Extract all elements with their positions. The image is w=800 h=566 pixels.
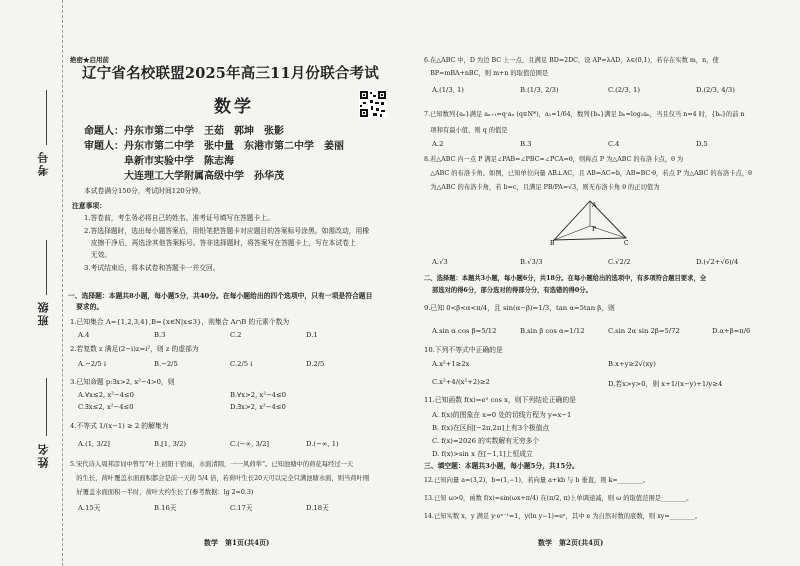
q5-option: D.18天	[306, 504, 329, 512]
q8-option: B.√3/3	[520, 258, 543, 266]
setter-line: 命题人：丹东市第二中学 王茹 郭坤 张影	[84, 126, 284, 137]
question-6-line: 6.在△ABC 中，D 为边 BC 上一点，且满足 BD=2DC，设 AP=λAD，λ∈(0,1)，若存在实数 m，n，使	[424, 57, 719, 64]
q8-option: C.√2/2	[608, 258, 631, 266]
question-11: 11.已知函数 f(x)=eˣ cos x，则下列结论正确的是	[424, 396, 576, 404]
notice-item: 2.答选择题时，选出每小题答案后，用铅笔把答题卡对应题目的答案标号涂黑。如需改动，用橡	[84, 227, 370, 235]
question-1: 1.已知集合 A={1,2,3,4},B={x∈N|x≤3}，则集合 A∩B 的元素个数为	[70, 318, 290, 326]
q6-option: D.(2/3, 4/3)	[696, 86, 735, 94]
q4-option: C.(−∞, 3/2]	[230, 440, 270, 448]
question-13: 13.已知 ω>0，函数 f(x)=sin(ωx+π/4) 在(π/2, π)上单调递减，则 ω 的取值范围是________。	[424, 495, 693, 502]
q3-option: D.∃x>2, x²−4≤0	[230, 403, 286, 411]
q7-option: A.2	[432, 140, 444, 148]
question-7-line: 项和有最小值，则 q 的值是	[424, 127, 508, 134]
qr-code-icon	[359, 90, 387, 118]
section-2-heading-2: 部选对的得6分，部分选对的得部分分，有选错的得0分。	[432, 287, 592, 294]
q7-option: D.5	[696, 140, 708, 148]
q11-option: D. f(x)>sin x 在[−1,1]上恒成立	[432, 450, 533, 458]
q11-option: C. f(x)=2026 的实数解有无穷多个	[432, 437, 540, 445]
exam-title: 辽宁省名校联盟2025年高三11月份联合考试	[82, 65, 379, 82]
q4-option: A.(1, 3/2]	[78, 440, 110, 448]
exam-intro: 本试卷满分150分，考试时间120分钟。	[84, 187, 206, 195]
q6-option: A.(1/3, 1)	[432, 86, 464, 94]
student-info-sidebar	[0, 0, 63, 566]
q8-option: A.√3	[432, 258, 448, 266]
vertex-b-label: B	[550, 240, 555, 246]
exam-number-line	[46, 90, 47, 145]
question-8-line: 为△ABC 的布洛卡角，若 b=c，且满足 PB/PA=√3，则无布洛卡角 θ 的正切值为	[424, 184, 660, 191]
question-2: 2.若复数 z 满足(2−i)z=i²，则 z 的虚部为	[70, 345, 199, 353]
q9-option: B.sin β cos α=1/12	[520, 327, 585, 335]
secret-mark: 绝密★启用前	[70, 56, 109, 64]
vertex-c-label: C	[624, 240, 629, 246]
section-1-heading: 一、选择题：本题共8小题，每小题5分，共40分。在每小题给出的四个选项中，只有一项是符合题目	[68, 292, 373, 300]
question-10: 10.下列不等式中正确的是	[424, 346, 503, 354]
class-line	[46, 240, 47, 295]
question-12: 12.已知向量 a=(3,2)，b=(1,−1)，若向量 a+kb 与 b 垂直，则 k=________。	[424, 477, 650, 484]
q11-option: B. f(x)在区间[−2π,2π]上有3个极值点	[432, 424, 550, 432]
q9-option: D.α+β=π/6	[712, 327, 751, 335]
q2-option: A.−2/5 i	[78, 360, 107, 368]
question-3: 3.已知命题 p:∃x>2, x²−4>0，则	[70, 378, 175, 386]
name-line	[46, 378, 47, 436]
section-3-heading: 三、填空题：本题共3小题，每小题5分，共15分。	[424, 462, 579, 470]
question-7-line: 7.已知数列{aₙ}满足 aₙ₊₁=q·aₙ (q∈N*)，a₁=1/64，数列{bₙ}满足 bₙ=log₂aₙ，当且仅当 n=4 时，{bₙ}的前 n	[424, 111, 745, 118]
q9-option: A.sin α cos β=5/12	[432, 327, 497, 335]
q3-option: A.∀x≤2, x²−4≤0	[78, 391, 134, 399]
reviewer-line: 审题人：丹东市第二中学 张中量 东港市第二中学 姜丽	[84, 141, 344, 152]
notice-item: 皮擦干净后，再选涂其他答案标号。答非选择题时，将答案写在答题卡上，写在本试卷上	[84, 239, 356, 247]
q4-option: D.(−∞, 1)	[306, 440, 339, 448]
question-5-line: 5.宋代诗人周邦彦词中曾写“叶上初阳干宿雨，水面清圆，一一风荷举”。已知池塘中的荷花每经过一天	[70, 461, 354, 468]
notice-item: 3.考试结束后，将本试卷和答题卡一并交回。	[84, 264, 220, 272]
q6-option: B.(1/3, 2/3)	[520, 86, 559, 94]
q4-option: B.[1, 3/2)	[154, 440, 187, 448]
q9-option: C.sin 2α sin 2β=5/72	[608, 327, 680, 335]
question-9: 9.已知 0<β<α<π/4，且 sin(α−β)=1/3，tan α=5tan β，则	[424, 304, 615, 312]
q1-option: A.4	[78, 331, 90, 339]
question-5-line: 的生长，荷叶覆盖水面面积都会是前一天的 5/4 倍，若荷叶生长20天可以完全只满池塘水面，则当荷叶刚	[70, 475, 370, 482]
subject-title: 数学	[214, 97, 254, 117]
page-2	[420, 0, 792, 566]
q7-option: B.3	[520, 140, 532, 148]
q2-option: D.2/5	[306, 360, 325, 368]
q8-triangle-figure	[550, 198, 632, 246]
q10-option: C.x²+4/(x²+2)≥2	[432, 378, 490, 386]
page-1	[64, 0, 400, 566]
name-label: 姓名	[37, 442, 50, 468]
q1-option: C.2	[230, 331, 242, 339]
notice-title: 注意事项：	[72, 202, 106, 210]
question-4: 4.不等式 1/(x−1) ≥ 2 的解集为	[70, 422, 169, 430]
q11-option: A. f(x)的图象在 x=0 处的切线方程为 y=x−1	[432, 411, 572, 419]
section-2-heading: 二、选择题：本题共3小题，每小题6分，共18分。在每小题给出的选项中，有多项符合题目要求，全	[424, 275, 706, 282]
q5-option: C.17天	[230, 504, 253, 512]
q7-option: C.4	[608, 140, 620, 148]
reviewer-line-3: 大连理工大学附属高级中学 孙华茂	[84, 171, 284, 182]
page-footer: 数学 第2页(共4页)	[538, 538, 604, 547]
q3-option: C.∃x≤2, x²−4≤0	[78, 403, 134, 411]
question-8-line: 8.若△ABC 内一点 P 满足∠PAB=∠PBC=∠PCA=θ，则称点 P 为△ABC 的布洛卡点，θ 为	[424, 156, 684, 163]
q6-option: C.(2/3, 1)	[608, 86, 641, 94]
q5-option: A.15天	[78, 504, 101, 512]
q1-option: D.1	[306, 331, 318, 339]
reviewer-line-2: 阜新市实验中学 陈志海	[84, 156, 234, 167]
q8-option: D.(√2+√6)/4	[696, 258, 739, 266]
question-5-line: 好覆盖水面面积一半时，荷叶大约生长了(参考数据：lg 2≈0.3)	[70, 489, 254, 496]
page-footer: 数学 第1页(共4页)	[204, 538, 270, 547]
segment-bp	[554, 226, 590, 240]
q10-option: D.若x>y>0，则 x+1/(x−y)+1/y≥4	[608, 380, 723, 388]
question-8-line: △ABC 的布洛卡角。如图，已知单位向量 AB⊥AC，且 AB=AC=b，AB=BC·θ，若点 P 为△ABC 的布洛卡点，θ	[424, 170, 752, 177]
q5-option: B.16天	[154, 504, 177, 512]
q2-option: C.2/5 i	[230, 360, 253, 368]
exam-number-label: 考号	[37, 150, 50, 176]
q10-option: A.x²+1≥2x	[432, 360, 470, 368]
question-6-line: BP=mBA+nBC，则 m+n 的取值范围是	[424, 70, 549, 77]
notice-item: 无效。	[84, 251, 112, 259]
notice-item: 1.答卷前，考生务必将自己的姓名、准考证号填写在答题卡上。	[84, 214, 274, 222]
vertex-a-label: A	[592, 202, 597, 209]
q1-option: B.3	[154, 331, 166, 339]
q10-option: B.x+y≥2√(xy)	[608, 360, 656, 368]
q2-option: B.−2/5	[154, 360, 178, 368]
question-14: 14.已知实数 x，y 满足 y·eˣ⁻¹=1，y(ln y−1)=eˣ，其中 e 为自然对数的底数，则 xy=________。	[424, 513, 702, 520]
class-label: 班级	[37, 300, 50, 326]
point-p-label: P	[592, 226, 597, 233]
q3-option: B.∀x>2, x²−4≤0	[230, 391, 287, 399]
section-1-heading-2: 要求的。	[76, 303, 104, 311]
